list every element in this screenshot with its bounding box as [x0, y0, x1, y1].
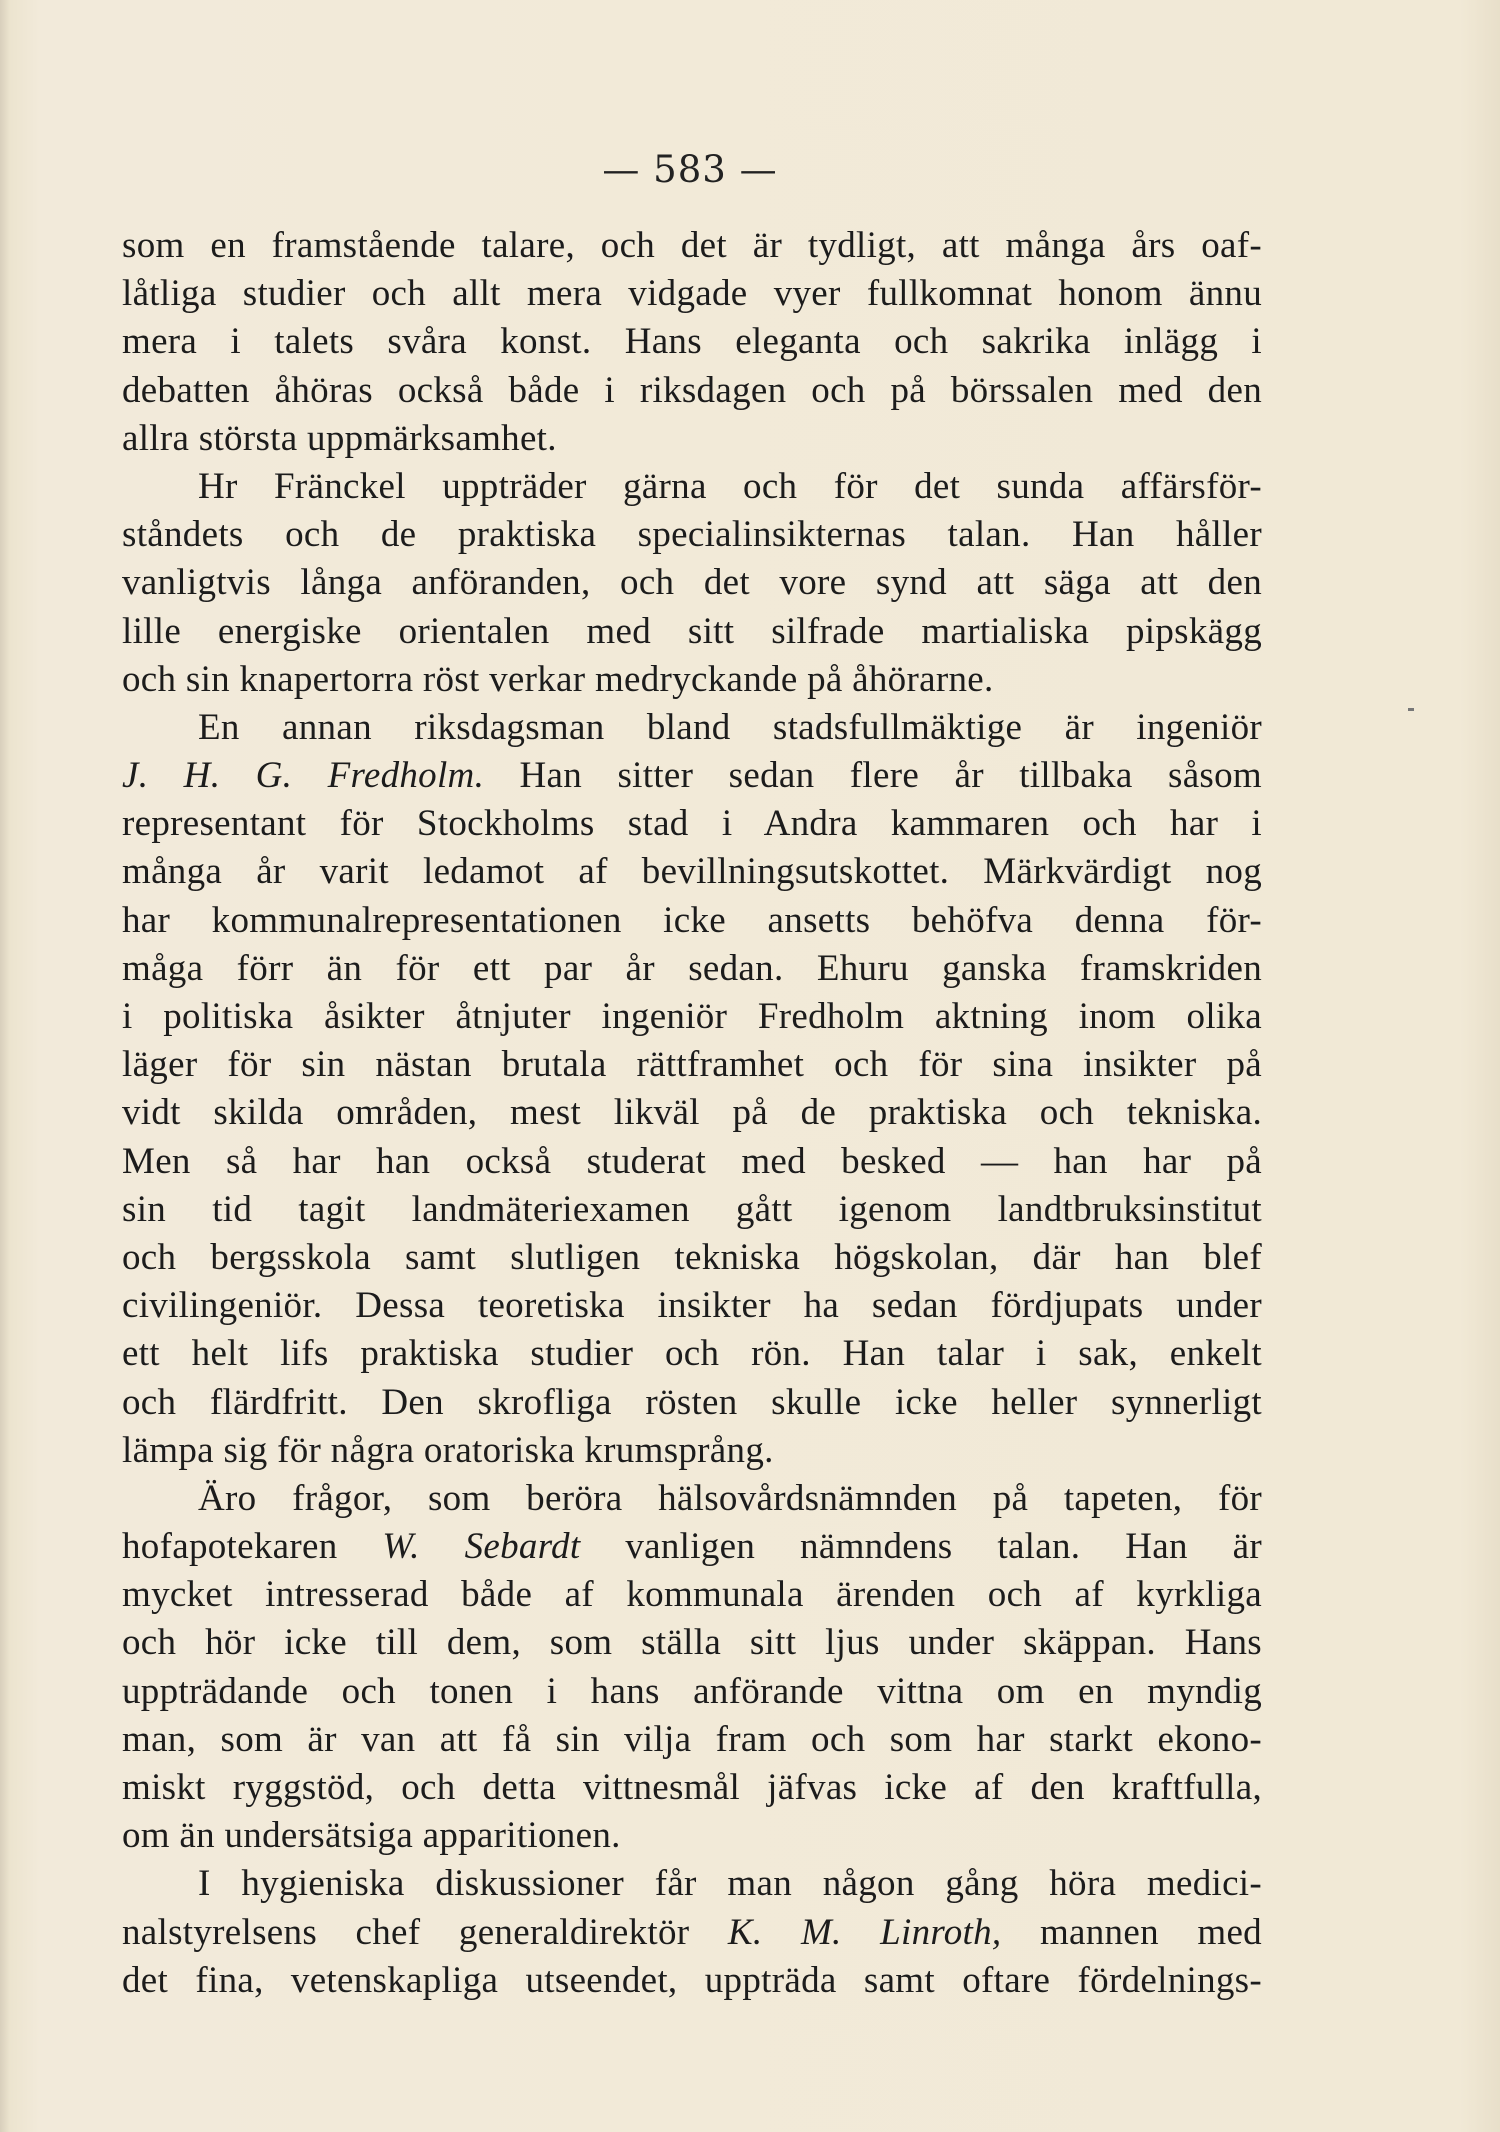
text-line: det fina, vetenskapliga utseendet, uppträda samt oftare fördelnings- [122, 1959, 1262, 2001]
text-line: och hör icke till dem, som ställa sitt ljus under skäppan. Hans [122, 1622, 1262, 1664]
text-line: En annan riksdagsman bland stadsfullmäktige är ingeniör [198, 706, 1262, 748]
text-line: har kommunalrepresentationen icke ansetts behöfva denna för- [122, 899, 1262, 941]
margin-mark [1408, 708, 1414, 711]
text-line: uppträdande och tonen i hans anförande vittna om en myndig [122, 1670, 1262, 1712]
text-line: allra största uppmärksamhet. [122, 417, 557, 459]
name-italic: K. M. Linroth, [727, 1911, 1002, 1953]
name-italic: J. H. G. Fredholm. [122, 755, 485, 797]
text-segment: nalstyrelsens chef generaldirektör [122, 1911, 728, 1953]
text-segment: Han sitter sedan flere år tillbaka såsom [484, 755, 1262, 797]
text-line [122, 1909, 1262, 1957]
text-line: debatten åhöras också både i riksdagen och på börssalen med den [122, 369, 1262, 411]
text-line: om än undersätsiga apparitionen. [122, 1815, 621, 1857]
text-line: mera i talets svåra konst. Hans eleganta och sakrika inlägg i [122, 321, 1262, 363]
text-line: och bergsskola samt slutligen tekniska högskolan, där han blef [122, 1236, 1262, 1278]
page-number: — 583 — [602, 148, 778, 191]
text-line: och sin knapertorra röst verkar medryckande på åhörarne. [122, 658, 994, 700]
text-line: mycket intresserad både af kommunala ärenden och af kyrkliga [122, 1574, 1262, 1616]
text-line: miskt ryggstöd, och detta vittnesmål jäfvas icke af den kraftfulla, [122, 1767, 1262, 1808]
name-italic: W. Sebardt [382, 1526, 581, 1568]
text-line: representant för Stockholms stad i Andra kammaren och har i [122, 803, 1262, 845]
text-line: lämpa sig för några oratoriska krumsprång. [122, 1429, 774, 1471]
text-line: ett helt lifs praktiska studier och rön. Han talar i sak, enkelt [122, 1333, 1262, 1375]
text-line: och flärdfritt. Den skrofliga rösten skulle icke heller synnerligt [122, 1381, 1262, 1423]
body-text [122, 222, 1262, 2005]
text-segment: vanligen nämndens talan. Han är [580, 1526, 1263, 1568]
text-line: civilingeniör. Dessa teoretiska insikter ha sedan fördjupats under [122, 1285, 1262, 1327]
text-line: sin tid tagit landmäteriexamen gått igenom landtbruksinstitut [122, 1188, 1262, 1230]
text-line: I hygieniska diskussioner får man någon gång höra medici- [198, 1863, 1262, 1905]
text-line: läger för sin nästan brutala rättframhet och för sina insikter på [122, 1044, 1262, 1086]
text-line: man, som är van att få sin vilja fram och som har starkt ekono- [122, 1718, 1262, 1760]
text-line: som en framstående talare, och det är tydligt, att många års oaf- [122, 225, 1262, 266]
text-line: lille energiske orientalen med sitt silfrade martialiska pipskägg [122, 610, 1262, 652]
text-line [122, 752, 1262, 800]
text-line: måga förr än för ett par år sedan. Ehuru ganska framskriden [122, 947, 1262, 989]
text-line: Hr Fränckel uppträder gärna och för det sunda affärsför- [198, 465, 1262, 507]
text-line [122, 1523, 1262, 1571]
text-segment: mannen med [1001, 1911, 1262, 1953]
text-line: många år varit ledamot af bevillningsutskottet. Märkvärdigt nog [122, 851, 1262, 893]
text-line: vanligtvis långa anföranden, och det vore synd att säga att den [122, 562, 1262, 604]
text-line: Men så har han också studerat med besked — han har på [122, 1140, 1262, 1182]
text-line: ståndets och de praktiska specialinsikternas talan. Han håller [122, 514, 1262, 556]
text-line: vidt skilda områden, mest likväl på de praktiska och tekniska. [122, 1092, 1262, 1134]
text-line: Äro frågor, som beröra hälsovårdsnämnden på tapeten, för [198, 1477, 1262, 1519]
text-line: i politiska åsikter åtnjuter ingeniör Fredholm aktning inom olika [122, 996, 1262, 1037]
text-segment: hofapotekaren [122, 1526, 383, 1568]
text-line: låtliga studier och allt mera vidgade vyer fullkomnat honom ännu [122, 273, 1262, 315]
